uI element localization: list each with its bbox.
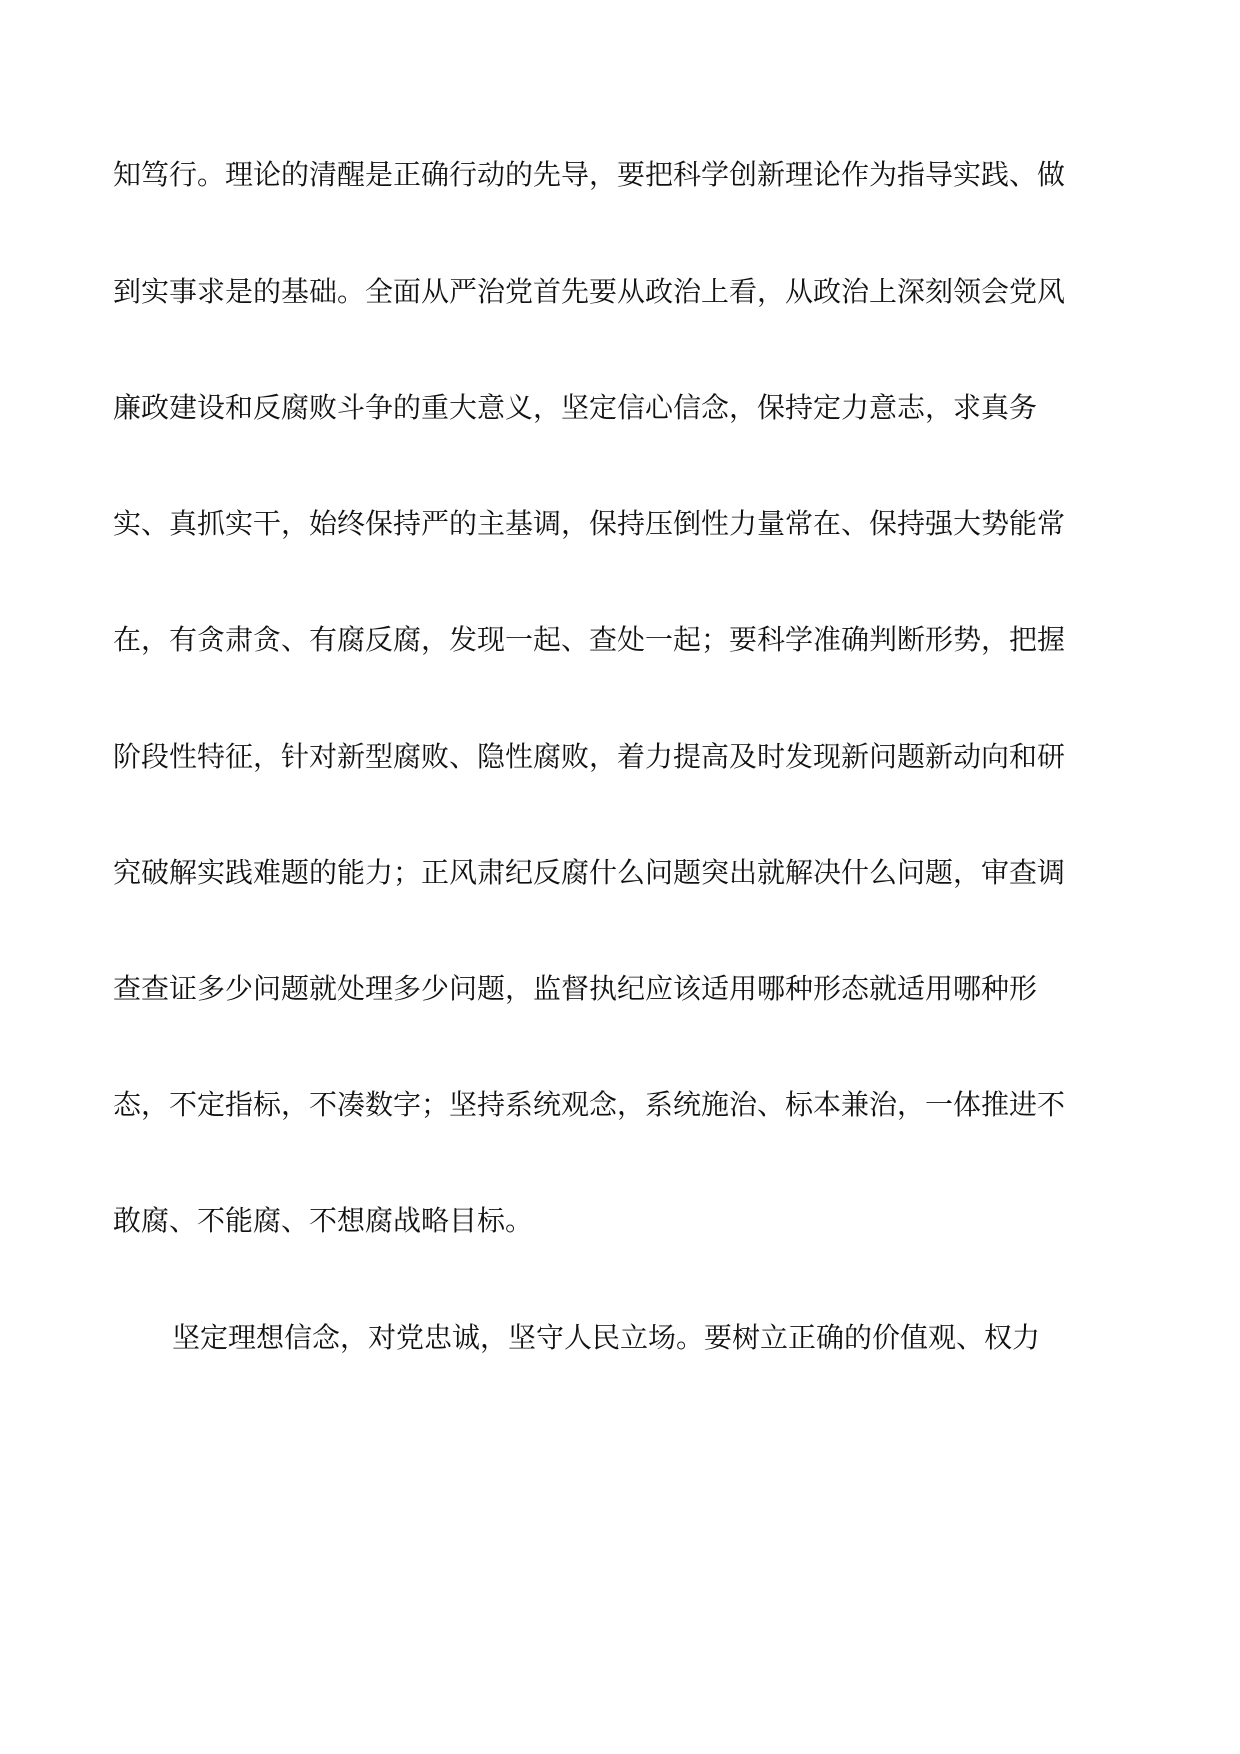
paragraph-line-3: 廉政建设和反腐败斗争的重大意义，坚定信心信念，保持定力意志，求真务 [113,391,1038,424]
paragraph-line-11: 坚定理想信念，对党忠诚，坚守人民立场。要树立正确的价值观、权力 [172,1321,1041,1354]
paragraph-line-6: 阶段性特征，针对新型腐败、隐性腐败，着力提高及时发现新问题新动向和研 [113,740,1066,773]
paragraph-line-1: 知笃行。理论的清醒是正确行动的先导，要把科学创新理论作为指导实践、做 [113,158,1066,191]
paragraph-line-7: 究破解实践难题的能力；正风肃纪反腐什么问题突出就解决什么问题，审查调 [113,856,1066,889]
paragraph-line-2: 到实事求是的基础。全面从严治党首先要从政治上看，从政治上深刻领会党风 [113,275,1066,308]
paragraph-line-9: 态，不定指标，不凑数字；坚持系统观念，系统施治、标本兼治，一体推进不 [113,1088,1066,1121]
paragraph-line-4: 实、真抓实干，始终保持严的主基调，保持压倒性力量常在、保持强大势能常 [113,507,1066,540]
paragraph-line-5: 在，有贪肃贪、有腐反腐，发现一起、查处一起；要科学准确判断形势，把握 [113,623,1066,656]
paragraph-line-8: 查查证多少问题就处理多少问题，监督执纪应该适用哪种形态就适用哪种形 [113,972,1038,1005]
paragraph-line-10: 敢腐、不能腐、不想腐战略目标。 [113,1204,534,1237]
